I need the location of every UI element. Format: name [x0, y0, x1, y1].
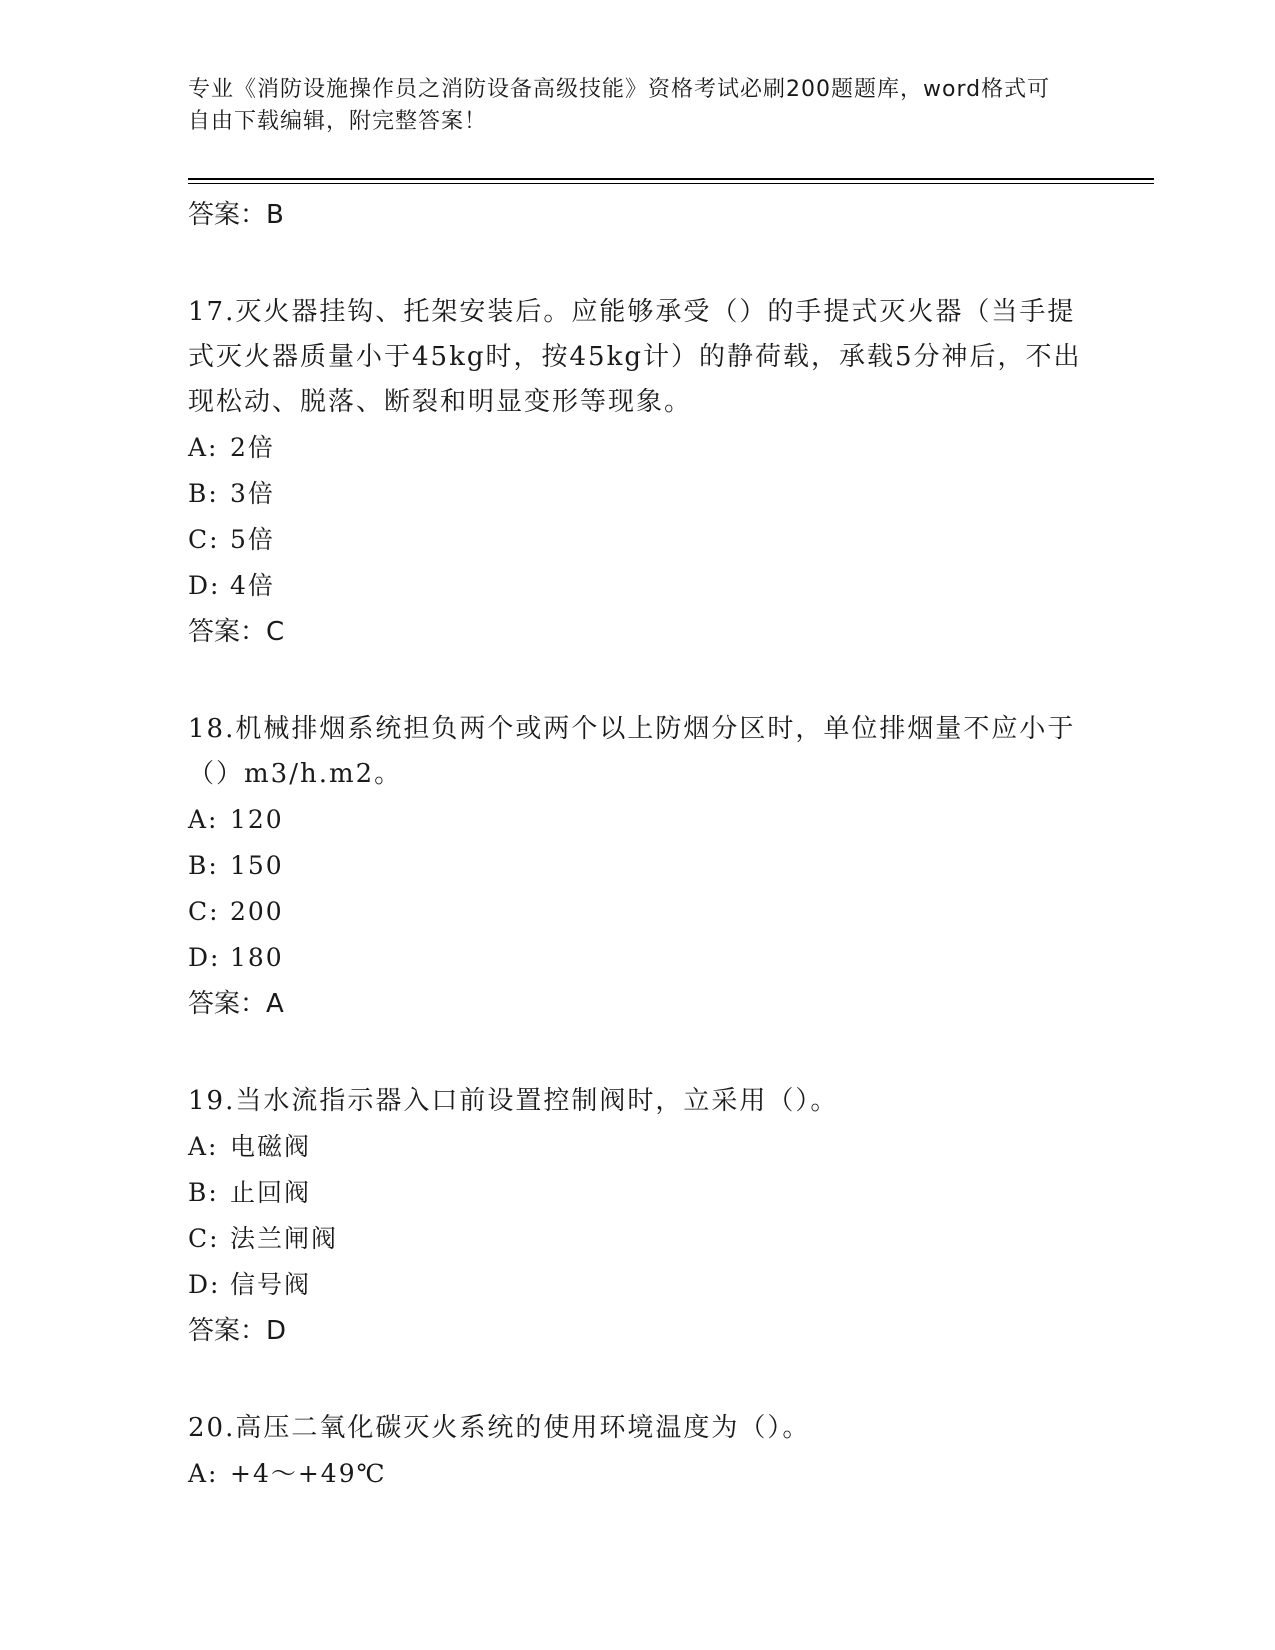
header-rule-thick [188, 178, 1154, 180]
option-value: 180 [230, 943, 284, 972]
answer: 答案：A [188, 989, 284, 1019]
option-value: 3倍 [230, 479, 275, 508]
option-d [188, 563, 1088, 609]
option-label: C: [188, 525, 220, 554]
option-label: A: [188, 1132, 219, 1161]
option-a [188, 1124, 1088, 1170]
option-a [188, 797, 1088, 843]
option-b [188, 843, 1088, 889]
question-text: 19.当水流指示器入口前设置控制阀时，立采用（）。 [188, 1086, 839, 1116]
option-value: 法兰闸阀 [230, 1224, 339, 1253]
option-value: 200 [230, 897, 284, 926]
option-value: 止回阀 [230, 1178, 312, 1207]
option-a [188, 425, 1088, 471]
option-b [188, 471, 1088, 517]
option-value: 120 [230, 805, 284, 834]
document-content [188, 190, 1088, 1497]
option-b [188, 1170, 1088, 1216]
option-value: 4倍 [230, 571, 275, 600]
option-d [188, 935, 1088, 981]
option-c [188, 517, 1088, 563]
option-label: C: [188, 1224, 220, 1253]
option-d [188, 1262, 1088, 1308]
document-header: 专业《消防设施操作员之消防设备高级技能》资格考试必刷200题题库，word格式可自由下载编辑，附完整答案！ [188, 77, 1051, 134]
option-label: C: [188, 897, 220, 926]
option-c [188, 889, 1088, 935]
option-label: B: [188, 479, 219, 508]
question-text: 17.灭火器挂钩、托架安装后。应能够承受（）的手提式灭火器（当手提式灭火器质量小于45kg时，按45kg计）的静荷载，承载5分神后，不出现松动、脱落、断裂和明显变形等现象。 [188, 297, 1082, 417]
option-value: 150 [230, 851, 284, 880]
option-value: +4～+49℃ [230, 1459, 387, 1488]
option-value: 电磁阀 [230, 1132, 312, 1161]
question-text: 20.高压二氧化碳灭火系统的使用环境温度为（）。 [188, 1413, 811, 1443]
question-17 [188, 290, 1088, 655]
header-rule-thin [188, 183, 1154, 184]
option-a [188, 1451, 1088, 1497]
option-label: A: [188, 433, 219, 462]
question-text: 18.机械排烟系统担负两个或两个以上防烟分区时，单位排烟量不应小于（）m3/h.m2。 [188, 714, 1076, 789]
question-20 [188, 1406, 1088, 1497]
answer: 答案：C [188, 617, 285, 647]
answer: 答案：D [188, 1316, 287, 1346]
option-label: D: [188, 943, 221, 972]
option-value: 5倍 [230, 525, 275, 554]
question-19 [188, 1079, 1088, 1354]
question-18 [188, 707, 1088, 1027]
option-label: D: [188, 571, 221, 600]
option-label: A: [188, 805, 219, 834]
option-label: A: [188, 1459, 219, 1488]
option-label: B: [188, 1178, 219, 1207]
option-label: B: [188, 851, 219, 880]
option-value: 2倍 [230, 433, 275, 462]
option-label: D: [188, 1270, 221, 1299]
option-value: 信号阀 [230, 1270, 312, 1299]
previous-answer: 答案：B [188, 200, 284, 230]
option-c [188, 1216, 1088, 1262]
